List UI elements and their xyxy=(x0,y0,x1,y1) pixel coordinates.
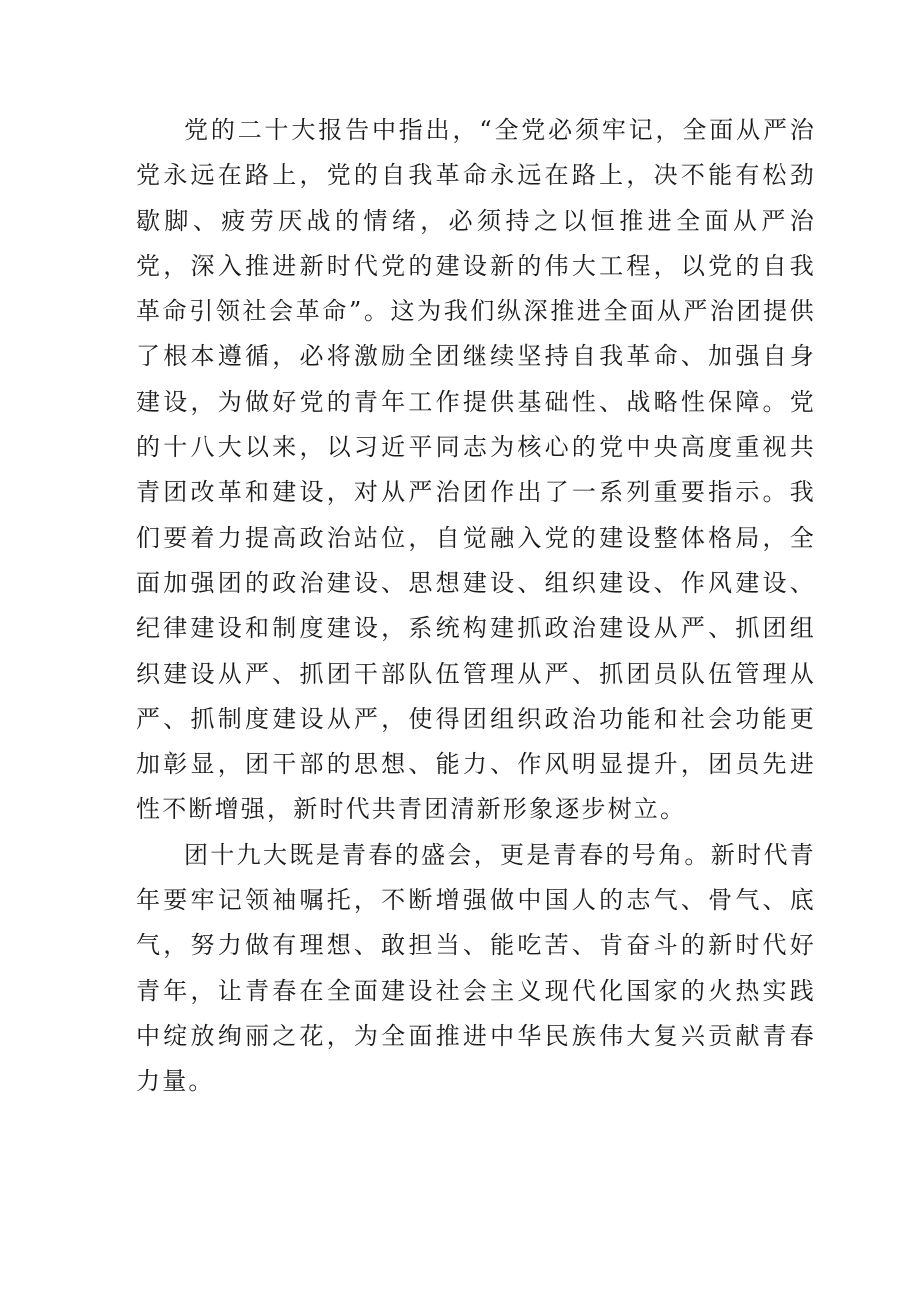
paragraph-2: 团十九大既是青春的盛会，更是青春的号角。新时代青年要牢记领袖嘱托，不断增强做中国人的志气、骨气、底气，努力做有理想、敢担当、能吃苦、肯奋斗的新时代好青年，让青春在全面建设社会主义现代化国家的火热实践中绽放绚丽之花，为全面推进中华民族伟大复兴贡献青春力量。 xyxy=(136,840,816,1096)
paragraph-1: 党的二十大报告中指出，“全党必须牢记，全面从严治党永远在路上，党的自我革命永远在路上，决不能有松劲歇脚、疲劳厌战的情绪，必须持之以恒推进全面从严治党，深入推进新时代党的建设新的伟大工程，以党的自我革命引领社会革命”。这为我们纵深推进全面从严治团提供了根本遵循，必将激励全团继续坚持自我革命、加强自身建设，为做好党的青年工作提供基础性、战略性保障。党的十八大以来，以习近平同志为核心的党中央高度重视共青团改革和建设，对从严治团作出了一系列重要指示。我们要着力提高政治站位，自觉融入党的建设整体格局，全面加强团的政治建设、思想建设、组织建设、作风建设、纪律建设和制度建设，系统构建抓政治建设从严、抓团组织建设从严、抓团干部队伍管理从严、抓团员队伍管理从严、抓制度建设从严，使得团组织政治功能和社会功能更加彰显，团干部的思想、能力、作风明显提升，团员先进性不断增强，新时代共青团清新形象逐步树立。 xyxy=(136,116,816,824)
document-body xyxy=(136,108,816,1105)
